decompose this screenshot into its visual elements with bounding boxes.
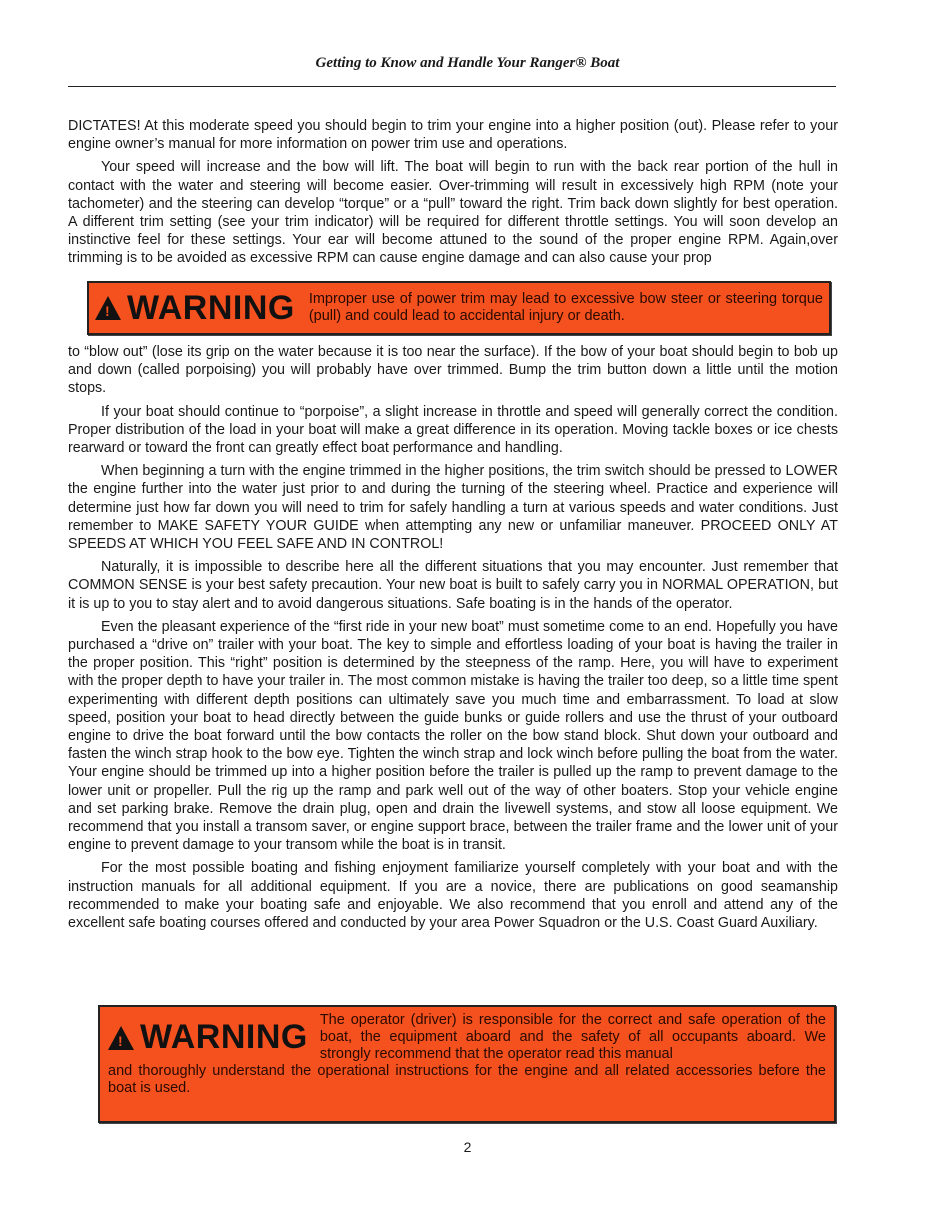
warning-message-top: The operator (driver) is responsible for the correct and safe operation of the boat, the equipment aboard and the safety of all occupants aboard. We strongly recommend that the operator read this manual — [319, 1012, 826, 1062]
paragraph: Your speed will increase and the bow will lift. The boat will begin to run with the back rear portion of the hull in contact with the water and steering will become easier. Over-trimming will result in excessively high RPM (note your tachometer) and the steering can develop “torque” or a “pull” toward the right. Trim back down slightly for best operation. A different trim setting (see your trim indicator) will be required for different throttle settings. You will soon develop an instinctive feel for these settings. Your ear will become attuned to the sound of the proper engine RPM. Again,over trimming is to be avoided as excessive RPM can cause engine damage and can also cause your prop — [68, 159, 838, 267]
warning-box-operator — [98, 1005, 836, 1123]
body-section-2 — [68, 343, 838, 937]
paragraph: DICTATES! At this moderate speed you should begin to trim your engine into a higher position (out). Please refer to your engine owner’s manual for more information on power trim use and operations. — [68, 118, 838, 153]
header-rule — [68, 86, 836, 87]
warning-heading — [95, 289, 295, 328]
warning-triangle-icon: ! — [108, 1026, 134, 1050]
warning-box-power-trim — [87, 281, 831, 335]
warning-heading — [108, 1018, 308, 1057]
paragraph: to “blow out” (lose its grip on the water because it is too near the surface). If the bow of your boat should begin to bob up and down (called porpoising) you will probably have over trimmed. Bump the trim button down a little until the motion stops. — [68, 344, 838, 397]
page-number: 2 — [463, 1139, 472, 1155]
paragraph: Even the pleasant experience of the “first ride in your new boat” must sometime come to an end. Hopefully you have purchased a “drive on” trailer with your boat. The key to simple and effortless loading of your boat is having the trailer in the proper position. This “right” position is determined by the steepness of the ramp. Here, you will have to experiment with the proper depth to have your trailer in. The most common mistake is having the trailer too deep, so a little time spent experimenting with different depth positions can ultimately save you much time and embarrassment. To load at slow speed, position your boat to head directly between the guide bunks or guide rollers and use the thrust of your outboard engine to drive the boat forward until the bow contacts the roller on the bow stand block. Shut down your outboard and fasten the winch strap hook to the bow eye. Tighten the winch strap and lock winch before pulling the boat from the water. Your engine should be trimmed up into a higher position before the trailer is pulled up the ramp to prevent damage to the lower unit or propeller. Pull the rig up the ramp and park well out of the way of other boaters. Stop your vehicle engine and set parking brake. Remove the drain plug, open and drain the livewell systems, and stow all loose equipment. We recommend that you install a transom saver, or engine support brace, between the trailer frame and the lower unit of your engine to prevent damage to your transom while the boat is in transit. — [68, 618, 838, 854]
running-header: Getting to Know and Handle Your Ranger® Boat — [315, 55, 620, 71]
body-section-1 — [68, 117, 838, 273]
warning-triangle-icon: ! — [95, 296, 121, 320]
warning-label: WARNING — [140, 1018, 308, 1056]
paragraph: When beginning a turn with the engine trimmed in the higher positions, the trim switch should be pressed to LOWER the engine further into the water just prior to and during the turning of the steering wheel. Practice and experience will determine just how far down you will need to trim for safely handling a turn at various speeds and water conditions. Just remember to MAKE SAFETY YOUR GUIDE when attempting any new or unfamiliar maneuver. PROCEED ONLY AT SPEEDS AT WHICH YOU FEEL SAFE AND IN CONTROL! — [68, 463, 838, 553]
warning-message: Improper use of power trim may lead to excessive bow steer or steering torque (pull) and could lead to accidental injury or death. — [308, 291, 823, 324]
paragraph: Naturally, it is impossible to describe here all the different situations that you may encounter. Just remember that COMMON SENSE is your best safety precaution. Your new boat is built to safely carry you in NORMAL OPERATION, but it is up to you to stay alert and to avoid dangerous situations. Safe boating is in the hands of the operator. — [68, 559, 838, 612]
warning-label: WARNING — [127, 288, 295, 327]
paragraph: For the most possible boating and fishing enjoyment familiarize yourself completely with your boat and with the instruction manuals for all additional equipment. If you are a novice, there are publications on good seamanship recommended to make your boating safe and enjoyable. We also recommend that you enroll and attend any of the excellent safe boating courses offered and conducted by your area Power Squadron or the U.S. Coast Guard Auxiliary. — [68, 860, 838, 932]
warning-message-bottom: and thoroughly understand the operational instructions for the engine and all related accessories before the boat is used. — [108, 1063, 826, 1096]
paragraph: If your boat should continue to “porpoise”, a slight increase in throttle and speed will generally correct the condition. Proper distribution of the load in your boat will make a great difference in its operation. Moving tackle boxes or ice chests rearward or toward the front can greatly effect boat performance and handling. — [68, 403, 838, 457]
